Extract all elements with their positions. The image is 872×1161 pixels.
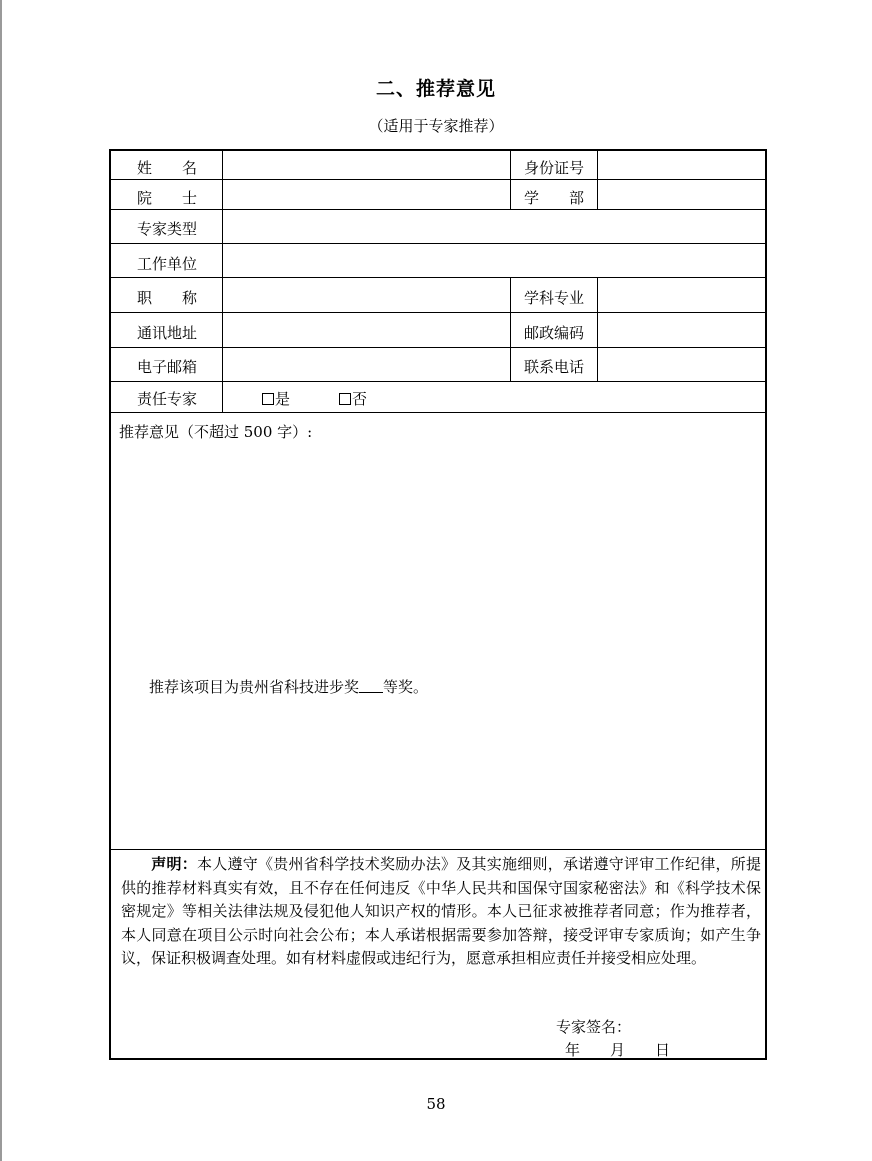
expert-type-label: 专家类型 (137, 220, 198, 238)
id-number-label: 身份证号 (524, 159, 585, 177)
column-divider (510, 277, 511, 381)
page-edge (0, 0, 2, 1161)
opinion-label: 推荐意见（不超过 500 字）: (119, 423, 313, 441)
declaration-heading: 声明： (151, 855, 197, 873)
page-number: 58 (426, 1095, 446, 1113)
yes-option-label: 是 (275, 390, 291, 408)
job-title-label: 职 称 (137, 289, 198, 307)
section-subtitle: （适用于专家推荐） (368, 117, 504, 135)
row-divider (111, 412, 765, 413)
address-label: 通讯地址 (137, 324, 198, 342)
email-label: 电子邮箱 (137, 358, 198, 376)
checkbox-icon[interactable] (262, 393, 274, 405)
row-divider (111, 243, 765, 244)
no-option-label: 否 (352, 390, 368, 408)
recommend-award-line (149, 678, 428, 696)
award-level-blank[interactable] (359, 678, 383, 693)
column-divider (597, 277, 598, 381)
checkbox-icon[interactable] (339, 393, 351, 405)
academician-label: 院 士 (137, 189, 198, 207)
row-divider (111, 179, 765, 180)
discipline-label: 学科专业 (524, 289, 585, 307)
column-divider (597, 151, 598, 209)
declaration (121, 853, 761, 971)
declaration-text: 本人遵守《贵州省科学技术奖励办法》及其实施细则，承诺遵守评审工作纪律，所提供的推荐材料真实有效，且不存在任何违反《中华人民共和国保守国家秘密法》和《科学技术保密规定》等相关法律法规及侵犯他人知识产权的情形。本人已征求被推荐者同意；作为推荐者，本人同意在项目公示时向社会公布；本人承诺根据需要参加答辩，接受评审专家质询；如产生争议，保证积极调查处理。如有材料虚假或违纪行为，愿意承担相应责任并接受相应处理。 (121, 855, 761, 967)
recommend-prefix: 推荐该项目为贵州省科技进步奖 (149, 678, 360, 696)
responsible-expert-label: 责任专家 (137, 390, 198, 408)
row-divider (111, 849, 765, 850)
date-label: 年 月 日 (565, 1041, 671, 1059)
recommendation-form (109, 149, 767, 1060)
section-title: 二、推荐意见 (375, 78, 496, 100)
work-unit-label: 工作单位 (137, 255, 198, 273)
row-divider (111, 347, 765, 348)
phone-label: 联系电话 (524, 358, 585, 376)
column-divider (510, 151, 511, 209)
yes-option[interactable] (262, 390, 290, 408)
row-divider (111, 381, 765, 382)
row-divider (111, 209, 765, 210)
no-option[interactable] (339, 390, 367, 408)
row-divider (111, 277, 765, 278)
signature-label: 专家签名： (556, 1018, 632, 1036)
name-label: 姓 名 (137, 159, 198, 177)
postcode-label: 邮政编码 (524, 324, 585, 342)
column-divider (222, 151, 223, 412)
recommend-suffix: 等奖。 (383, 678, 429, 696)
row-divider (111, 312, 765, 313)
division-label: 学 部 (524, 189, 585, 207)
